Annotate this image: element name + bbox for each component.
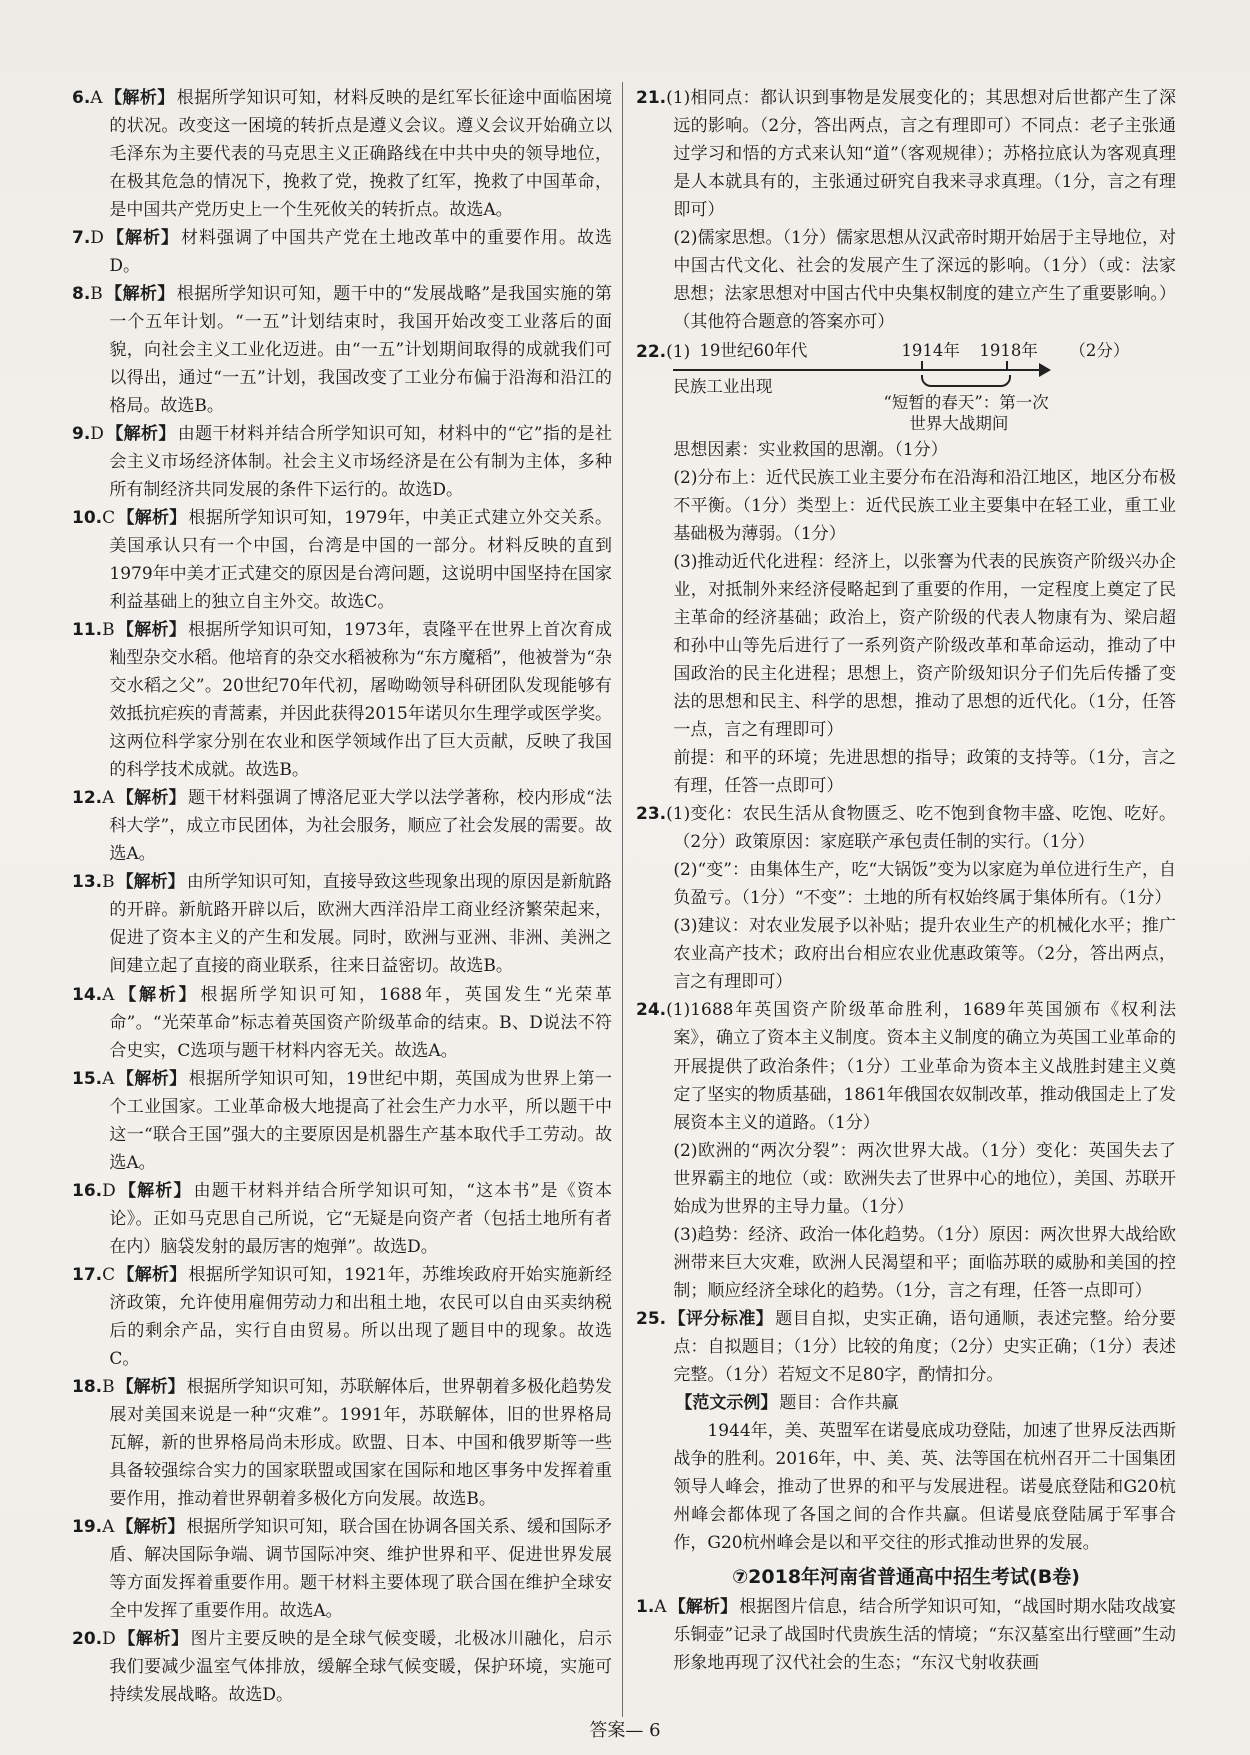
answer-item: 20.D 【解析】 图片主要反映的是全球气候变暖，北极冰川融化，启示我们要减少温室气体排放，缓解全球气候变暖，保护环境，实施可持续发展战略。故选D。 — [72, 1628, 613, 1705]
answer-23-part2: (2)“变”：由集体生产，吃“大锅饭”变为以家庭为单位进行生产，自负盈亏。（1分）“不变”：土地的所有权始终属于集体所有。（1分） — [673, 860, 1176, 909]
timeline-event-industry: 民族工业出现 — [673, 377, 773, 397]
timeline-label-1914: 1914年 — [901, 341, 960, 361]
answer-item: 13.B 【解析】 由所学知识可知，直接导致这些现象出现的原因是新航路的开辟。新航路开辟以后，欧洲大西洋沿岸工商业经济繁荣起来，促进了资本主义的产生和发展。同时，欧洲与亚洲、非洲、美洲之间建立起了直接的商业联系，往来日益密切。故选B。 — [72, 872, 613, 977]
answer-b1: 1.A 【解析】 根据图片信息，结合所学知识可知，“战国时期水陆攻战宴乐铜壶”记录了战国时代贵族生活的情境；“东汉墓室出行壁画”生动形象地再现了汉代社会的生态；“东汉弋射收获画 — [636, 1596, 1176, 1673]
column-divider — [622, 82, 623, 1717]
timeline-arrow-icon — [1039, 363, 1051, 377]
right-column — [636, 84, 1176, 1677]
timeline-tick-1918 — [1006, 361, 1008, 371]
timeline-axis — [673, 369, 1043, 371]
timeline-tick-1914 — [921, 361, 923, 371]
answer-item: 18.B 【解析】 根据所学知识可知，苏联解体后，世界朝着多极化趋势发展对美国来说是一种“灾难”。1991年，苏联解体，旧的世界格局瓦解，新的世界格局尚未形成。欧盟、日本、中国和俄罗斯等一些具备较强综合实力的国家联盟或国家在国际和地区事务中发挥着重要作用，推动着世界朝着多极化方向发展。故选B。 — [72, 1376, 613, 1509]
page-footer: 答案— 6 — [589, 1720, 661, 1741]
answer-item: 15.A 【解析】 根据所学知识可知，19世纪中期，英国成为世界上第一个工业国家。工业革命极大地提高了社会生产力水平，所以题干中这一“联合王国”强大的主要原因是机器生产基本取代手工劳动。故选A。 — [72, 1068, 613, 1173]
answer-22-number: 22. — [636, 342, 667, 363]
answer-21-part2: (2)儒家思想。（1分）儒家思想从汉武帝时期开始居于主导地位，对中国古代文化、社会的发展产生了深远的影响。（1分）（或：法家思想；法家思想对中国古代中央集权制度的建立产生了重要影响。）（其他符合题意的答案亦可） — [673, 228, 1176, 333]
answer-item: 12.A 【解析】 题干材料强调了博洛尼亚大学以法学著称，校内形成“法科大学”，成立市民团体，为社会服务，顺应了社会发展的需要。故选A。 — [72, 788, 613, 865]
answer-24-number: 24. — [636, 1000, 667, 1021]
answer-item: 14.A 【解析】 根据所学知识可知，1688年，英国发生“光荣革命”。“光荣革命”标志着英国资产阶级革命的结束。B、D说法不符合史实，C选项与题干材料内容无关。故选A。 — [72, 984, 612, 1061]
answer-22-part2: (2)分布上：近代民族工业主要分布在沿海和沿江地区，地区分布极不平衡。（1分）类型上：近代民族工业主要集中在轻工业，重工业基础极为薄弱。（1分） — [673, 468, 1176, 545]
answer-22-part3: (3)推动近代化进程：经济上，以张謇为代表的民族资产阶级兴办企业，对抵制外来经济侵略起到了重要的作用，一定程度上奠定了民主革命的经济基础；政治上，资产阶级的代表人物康有为、梁启超和孙中山等先后进行了一系列资产阶级改革和革命运动，推动了中国政治的民主化进程；思想上，资产阶级知识分子们先后传播了变法的思想和民主、科学的思想，推动了思想的近代化。（1分，任答一点，言之有理即可） — [673, 552, 1176, 741]
answer-item: 17.C 【解析】 根据所学知识可知，1921年，苏维埃政府开始实施新经济政策，允许使用雇佣劳动力和出租土地，农民可以自由买卖纳税后的剩余产品，实行自由贸易。所以出现了题目中的现象。故选C。 — [72, 1264, 612, 1369]
answer-22-header: 22.(1) — [636, 342, 691, 363]
answer-22-idea: 思想因素：实业救国的思潮。（1分） — [673, 440, 948, 461]
answer-item: 10.C 【解析】 根据所学知识可知，1979年，中美正式建立外交关系。美国承认只有一个中国，台湾是中国的一部分。材料反映的直到1979年中美才正式建交的原因是台湾问题，这说明中国坚持在国家利益基础上的独立自主外交。故选C。 — [72, 508, 612, 613]
left-column — [72, 84, 612, 1709]
answer-24-part3: (3)趋势：经济、政治一体化趋势。（1分）原因：两次世界大战给欧洲带来巨大灾难，欧洲人民渴望和平；面临苏联的威胁和美国的控制；顺应经济全球化的趋势。（1分，言之有理，任答一点即可） — [673, 1224, 1176, 1301]
answer-item: 9.D 【解析】 由题干材料并结合所学知识可知，材料中的“它”指的是社会主义市场经济体制。社会主义市场经济是在公有制为主体，多种所有制经济共同发展的条件下运行的。故选D。 — [72, 424, 612, 501]
answer-item: 16.D 【解析】 由题干材料并结合所学知识可知，“这本书”是《资本论》。正如马克思自己所说，它“无疑是向资产者（包括土地所有者在内）脑袋发射的最厉害的炮弹”。故选D。 — [72, 1180, 613, 1257]
answer-25-essay: 1944年，美、英盟军在诺曼底成功登陆，加速了世界反法西斯战争的胜利。2016年，中、美、英、法等国在杭州召开二十国集团领导人峰会，推动了世界的和平与发展进程。诺曼底登陆和G20杭州峰会都体现了各国之间的合作共赢。但诺曼底登陆属于军事合作，G20杭州峰会是以和平交往的形式推动世界的发展。 — [673, 1420, 1176, 1553]
answer-21-part1: 21.(1)相同点：都认识到事物是发展变化的；其思想对后世都产生了深远的影响。（2分，答出两点，言之有理即可）不同点：老子主张通过学习和悟的方式来认知“道”（客观规律）；苏格拉底认为客观真理是人本就具有的，主张通过研究自我来寻求真理。（1分，言之有理即可） — [636, 88, 1176, 221]
industry-timeline — [673, 337, 1130, 434]
answer-item: 6.A 【解析】 根据所学知识可知，材料反映的是红军长征途中面临困境的状况。改变这一困境的转折点是遵义会议。遵义会议开始确立以毛泽东为主要代表的马克思主义正确路线在中共中央的领导地位，在极其危急的情况下，挽救了党，挽救了红军，挽救了中国革命，是中国共产党历史上一个生死攸关的转折点。故选A。 — [72, 88, 613, 221]
timeline-brace — [921, 375, 1011, 387]
timeline-label-1860s: 19世纪60年代 — [699, 341, 808, 361]
answer-24-part2: (2)欧洲的“两次分裂”：两次世界大战。（1分）变化：英国失去了世界霸主的地位（或：欧洲失去了世界中心的地位），美国、苏联开始成为世界的主导力量。（1分） — [673, 1140, 1176, 1217]
answer-item: 11.B 【解析】 根据所学知识可知，1973年，袁隆平在世界上首次育成籼型杂交水稻。他培育的杂交水稻被称为“东方魔稻”，他被誉为“杂交水稻之父”。20世纪70年代初，屠呦呦领导科研团队发现能够有效抵抗疟疾的青蒿素，并因此获得2015年诺贝尔生理学或医学奖。这两位科学家分别在农业和医学领域作出了巨大贡献，反映了我国的科学技术成就。故选B。 — [72, 620, 613, 781]
answer-25-sample-title: 【范文示例】 题目：合作共赢 — [675, 1392, 899, 1413]
answer-25-criteria: 25. 【评分标准】 题目自拟，史实正确，语句通顺，表述完整。给分要点：自拟题目；（1分）比较的角度；（2分）史实正确；（1分）表述完整。（1分）若短文不足80字，酌情扣分。 — [636, 1308, 1177, 1385]
answer-25-number: 25. — [636, 1308, 667, 1329]
answer-21-number: 21. — [636, 88, 667, 108]
answer-23-part3: (3)建议：对农业发展予以补贴；提升农业生产的机械化水平；推广农业高产技术；政府出台相应农业优惠政策等。（2分，答出两点，言之有理即可） — [673, 916, 1176, 993]
answer-24-part1: 24.(1)1688年英国资产阶级革命胜利，1689年英国颁布《权利法案》，确立了资本主义制度。资本主义制度的确立为英国工业革命的开展提供了政治条件；（1分）工业革命为资本主义战胜封建主义奠定了坚实的物质基础，1861年俄国农奴制改革，推动俄国走上了发展资本主义的道路。（1分） — [636, 1000, 1176, 1133]
answer-item: 8.B 【解析】 根据所学知识可知，题干中的“发展战略”是我国实施的第一个五年计划。“一五”计划结束时，我国开始改变工业落后的面貌，向社会主义工业化迈进。由“一五”计划期间取得的成就我们可以得出，通过“一五”计划，我国改变了工业分布偏于沿海和沿江的格局。故选B。 — [72, 284, 612, 417]
answer-23-number: 23. — [636, 804, 667, 825]
timeline-label-1918: 1918年 — [979, 341, 1038, 361]
timeline-event-spring: “短暂的春天”：第一次 — [883, 393, 1049, 413]
answer-22-premise: 前提：和平的环境；先进思想的指导；政策的支持等。（1分，言之有理，任答一点即可） — [673, 748, 1176, 797]
answer-23-part1: 23.(1)变化：农民生活从食物匮乏、吃不饱到食物丰盛、吃饱、吃好。（2分）政策原因：家庭联产承包责任制的实行。（1分） — [636, 804, 1176, 853]
timeline-event-war: 世界大战期间 — [909, 414, 1009, 434]
timeline-score: （2分） — [1069, 341, 1130, 361]
section-title: ⑦2018年河南省普通高中招生考试(B卷) — [732, 1565, 1080, 1588]
answer-item: 7.D 【解析】 材料强调了中国共产党在土地改革中的重要作用。故选D。 — [72, 228, 613, 277]
answer-item: 19.A 【解析】 根据所学知识可知，联合国在协调各国关系、缓和国际矛盾、解决国际争端、调节国际冲突、维护世界和平、促进世界发展等方面发挥着重要作用。题干材料主要体现了联合国在维护全球安全中发挥了重要作用。故选A。 — [72, 1516, 613, 1621]
